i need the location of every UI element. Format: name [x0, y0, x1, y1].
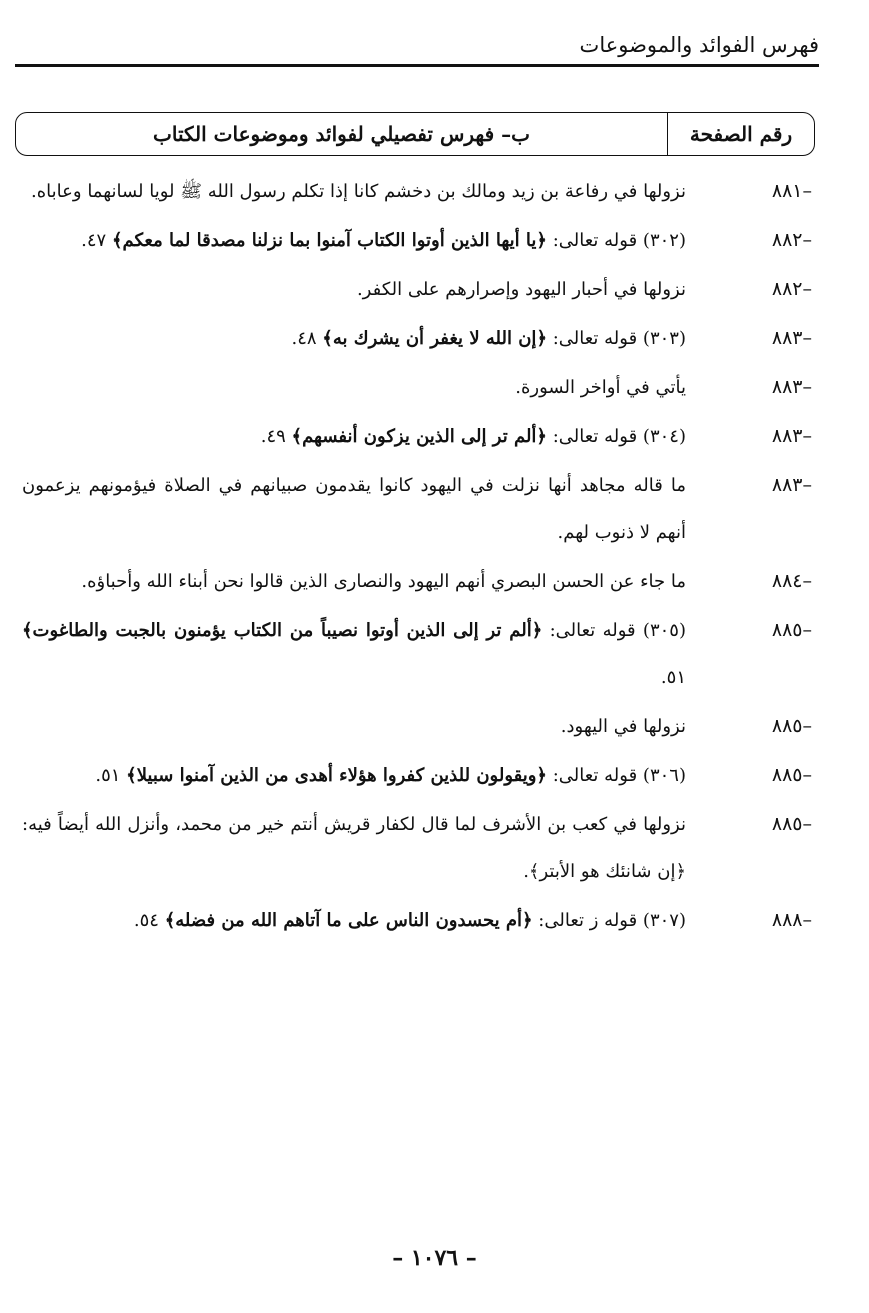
entry-text [22, 413, 686, 460]
index-entry [22, 801, 822, 895]
entry-text [22, 607, 686, 701]
quran-quote: ﴿ويقولون للذين كفروا هؤلاء أهدى من الذين آمنوا سبيلا﴾ [126, 765, 547, 786]
entry-page-number: –٨٨٥ [771, 715, 812, 737]
index-entry [22, 897, 822, 944]
entry-text: ما قاله مجاهد أنها نزلت في اليهود كانوا يقدمون صبيانهم في الصلاة فيؤمونهم يزعمون أنهم لا ذنوب لهم. [22, 475, 686, 543]
entry-page-number: –٨٨٣ [771, 425, 812, 447]
header-rule [15, 64, 819, 67]
entry-text: نزولها في اليهود. [560, 716, 686, 737]
entry-page-number: –٨٨٤ [771, 570, 812, 592]
index-table-header [15, 112, 815, 156]
entry-page-number: –٨٨٢ [771, 229, 812, 251]
entry-text [22, 752, 686, 799]
index-title-column-header: ب– فهرس تفصيلي لفوائد وموضوعات الكتاب [153, 122, 530, 146]
index-entry [22, 703, 822, 750]
entry-text: ما جاء عن الحسن البصري أنهم اليهود والنصارى الذين قالوا نحن أبناء الله وأحباؤه. [81, 571, 686, 592]
entry-page-number: –٨٨١ [771, 180, 812, 202]
quran-quote: ﴿ألم تر إلى الذين أوتوا نصيباً من الكتاب يؤمنون بالجبت والطاغوت﴾ [22, 620, 543, 641]
entry-text [22, 897, 686, 944]
entry-suffix: ٥١. [660, 667, 686, 688]
entry-page-number: –٨٨٣ [771, 376, 812, 398]
entry-text [22, 217, 686, 264]
quran-quote: ﴿إن الله لا يغفر أن يشرك به﴾ [322, 328, 547, 349]
index-entry [22, 558, 822, 605]
quran-quote: ﴿أم يحسدون الناس على ما آتاهم الله من فضله﴾ [164, 910, 533, 931]
index-entry [22, 168, 822, 215]
entry-page-number: –٨٨٥ [771, 619, 812, 641]
page-number-column-header: رقم الصفحة [667, 113, 814, 155]
index-entry [22, 462, 822, 556]
entry-prefix: (٣٠٤) قوله تعالى: [546, 426, 686, 447]
entry-text: نزولها في رفاعة بن زيد ومالك بن دخشم كانا إذا تكلم رسول الله ﷺ لويا لسانهما وعاباه. [31, 181, 686, 202]
entry-page-number: –٨٨٢ [771, 278, 812, 300]
entry-page-number: –٨٨٥ [771, 764, 812, 786]
page-folio-number: – ١٠٧٦ – [392, 1245, 477, 1271]
entry-suffix: ٥١. [95, 765, 127, 786]
quran-quote: ﴿ألم تر إلى الذين يزكون أنفسهم﴾ [291, 426, 547, 447]
entry-prefix: (٣٠٧) قوله ز تعالى: [532, 910, 686, 931]
entry-text [22, 315, 686, 362]
index-entries [22, 168, 822, 946]
index-entry [22, 217, 822, 264]
index-entry [22, 413, 822, 460]
quran-quote: ﴿يا أيها الذين أوتوا الكتاب آمنوا بما نزلنا مصدقا لما معكم﴾ [111, 230, 547, 251]
entry-prefix: (٣٠٥) قوله تعالى: [542, 620, 686, 641]
index-entry [22, 364, 822, 411]
entry-text: نزولها في كعب بن الأشرف لما قال لكفار قريش أنتم خير من محمد، وأنزل الله أيضاً فيه: ﴿إن شانئك هو الأبتر﴾. [22, 814, 686, 882]
index-entry [22, 315, 822, 362]
entry-page-number: –٨٨٣ [771, 327, 812, 349]
entry-prefix: (٣٠٣) قوله تعالى: [546, 328, 686, 349]
entry-text: يأتي في أواخر السورة. [515, 377, 686, 398]
entry-suffix: ٥٤. [133, 910, 165, 931]
index-entry [22, 266, 822, 313]
entry-suffix: ٤٨. [291, 328, 323, 349]
index-entry [22, 752, 822, 799]
entry-text: نزولها في أحبار اليهود وإصرارهم على الكفر. [356, 279, 686, 300]
entry-prefix: (٣٠٢) قوله تعالى: [546, 230, 686, 251]
running-head: فهرس الفوائد والموضوعات [579, 33, 819, 57]
entry-prefix: (٣٠٦) قوله تعالى: [546, 765, 686, 786]
entry-suffix: ٤٩. [260, 426, 292, 447]
entry-page-number: –٨٨٥ [771, 813, 812, 835]
index-entry [22, 607, 822, 701]
entry-page-number: –٨٨٨ [771, 909, 812, 931]
entry-page-number: –٨٨٣ [771, 474, 812, 496]
entry-suffix: ٤٧. [81, 230, 112, 251]
